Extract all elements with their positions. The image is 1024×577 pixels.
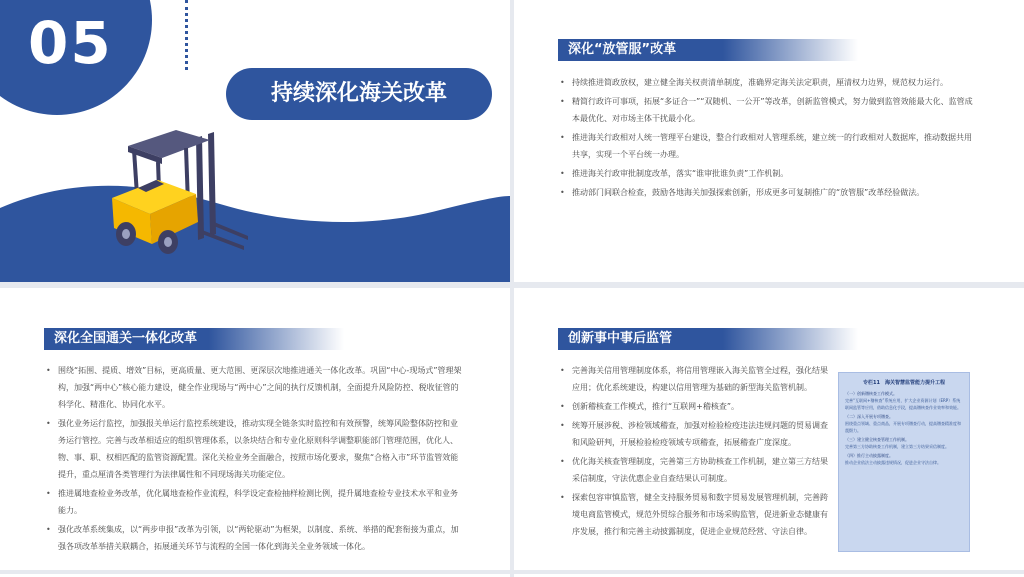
list-item: • 探索包容审慎监管，健全支持服务贸易和数字贸易发展管理机制，完善跨境电商监管模式，规范外贸综合服务和市场采购监管，促进新业态健康有序发展，推行和完善主动披露制度，促进企业规范经营、守法自律。 xyxy=(558,489,830,540)
list-item: • 推进属地查检业务改革，优化属地查检作业流程，科学设定查检抽样检测比例，提升属地查检专业技术水平和业务能力。 xyxy=(44,485,464,519)
customs-integration-panel xyxy=(0,288,510,570)
dotted-divider xyxy=(185,0,188,70)
list-item: • 优化海关核查管理制度，完善第三方协助核查工作机制，建立第三方结果采信制度，守法优惠企业自查结果认可制度。 xyxy=(558,453,830,487)
list-item: • 强化改革系统集成，以“两步申报”改革为引领，以“两轮驱动”为框架，以制度、系统、举措的配套衔接为重点，加强各项改革举措关联耦合，拓展通关环节与流程的全国一体化到海关全业务领域一体化。 xyxy=(44,521,464,555)
document-line: 推动企业依法主动披露违规情况，促进企业守法自律。 xyxy=(845,460,941,465)
bullet-list xyxy=(558,362,830,542)
bullet-list xyxy=(558,74,978,203)
document-line: （二）深入开展专项稽查。 xyxy=(845,414,893,419)
document-title: 专栏11 海关智慧监管能力提升工程 xyxy=(863,380,945,386)
list-item: • 推进海关行政相对人统一管理平台建设，整合行政相对人管理系统，建立统一的行政相对人数据库，推动数据共用共享，实现一个平台统一办理。 xyxy=(558,129,978,163)
bullet-list xyxy=(44,362,464,557)
list-item: • 完善海关信用管理制度体系，将信用管理嵌入海关监管全过程，强化结果应用；优化系统建设，构建以信用管理为基础的新型海关监管机制。 xyxy=(558,362,830,396)
document-line: 围绕重点领域、重点商品，开展专项稽查行动，提高稽查精准度和震慑力。 xyxy=(845,421,961,433)
list-item: • 精简行政许可事项，拓展“多证合一”“双随机、一公开”等改革，创新监管模式，努力做到监管效能最大化、监管成本最优化、对市场主体干扰最小化。 xyxy=(558,93,978,127)
section-number: 05 xyxy=(28,9,113,77)
section-heading: 深化全国通关一体化改革 xyxy=(44,328,344,350)
list-item: • 统筹开展涉税、涉检领域稽查，加强对检验检疫违法违规问题的贸易调查和风险研判，开展检验检疫领域专项稽查，拓展稽查广度深度。 xyxy=(558,417,830,451)
document-line: 完善第三方协助核查工作机制，建立第三方结果采信制度。 xyxy=(845,444,949,449)
list-item: • 围绕“拓围、提质、增效”目标，更高质量、更大范围、更深层次地推进通关一体化改革。巩固“中心-现场式”管理架构，加强“两中心”核心能力建设，健全作业现场与“两中心”之间的执行反馈机制，全面提升风险防控、税收征管的科学化、精准化、协同化水平。 xyxy=(44,362,464,413)
document-line: （四）推行主动披露制度。 xyxy=(845,453,893,458)
section-heading: 创新事中事后监管 xyxy=(558,328,858,350)
section-heading: 深化“放管服”改革 xyxy=(558,39,858,61)
list-item: • 创新稽核查工作模式，推行“互联网+稽核查”。 xyxy=(558,398,830,415)
document-line: （一）创新稽核查工作模式。 xyxy=(845,391,897,396)
fangguanfu-reform-panel xyxy=(514,0,1024,282)
section-title-panel xyxy=(0,0,510,282)
list-item: • 强化业务运行监控，加强报关单运行监控系统建设，推动实现全链条实时监控和有效预警，统筹风险整体防控和业务运行管控。完善与改革相适应的组织管理体系，以条块结合和专业化原则科学调整职能部门管理范围，优化人、物、事、职、权相匹配的监管资源配置。深化关检业务全面融合，按照市场化要求，聚焦“合格入市”环节监管效能提升，重点厘清各类管理行为法律属性和不同现场海关功能定位。 xyxy=(44,415,464,483)
wave-decoration xyxy=(0,170,510,282)
document-thumbnail xyxy=(838,372,970,552)
forklift-icon xyxy=(98,118,248,268)
section-title: 持续深化海关改革 xyxy=(226,68,492,120)
document-line: （三）建立健全核查管理工作机制。 xyxy=(845,437,909,442)
document-line: 完善“互联网+稽核查”系统应用，扩大企业资源计划（ERP）系统联网监管等应用，借助信息化手段，提高稽核查作业效率和效能。 xyxy=(845,398,961,410)
list-item: • 持续推进简政放权，建立健全海关权责清单制度，准确界定海关法定职责，厘清权力边界，规范权力运行。 xyxy=(558,74,978,91)
supervision-innovation-panel xyxy=(514,288,1024,570)
list-item: • 推动部门间联合检查，鼓励各地海关加强探索创新，形成更多可复制推广的“放管服”改革经验做法。 xyxy=(558,184,978,201)
list-item: • 推进海关行政审批制度改革，落实“谁审批谁负责”工作机制。 xyxy=(558,165,978,182)
